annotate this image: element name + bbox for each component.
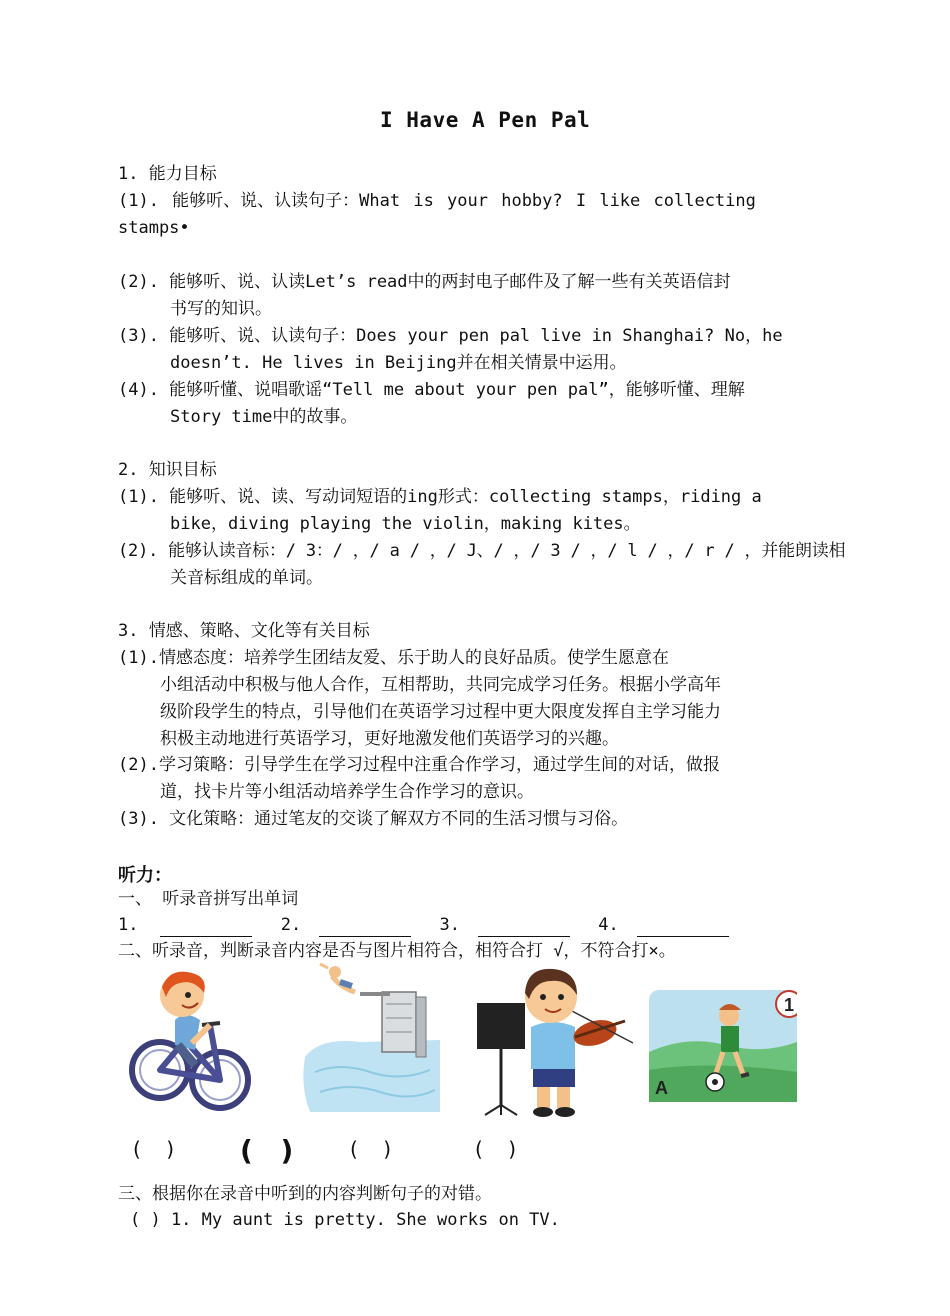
listening-heading: 听力： [118,865,172,886]
picture-4-badge: 1 [784,995,795,1015]
part-3-instruction: 三、根据你在录音中听到的内容判断句子的对错。 [118,1184,492,1204]
section-2-item-2-cont: 关音标组成的单词。 [170,568,323,588]
section-3-item-1-cont-2: 级阶段学生的特点，引导他们在英语学习过程中更大限度发挥自主学习能力 [160,702,721,722]
section-3-item-1-cont-1: 小组活动中积极与他人合作，互相帮助，共同完成学习任务。根据小学高年 [160,675,721,695]
section-1-item-1-cont: stamps• [118,218,190,238]
part-1-instruction: 一、 听录音拼写出单词 [118,889,299,909]
answer-paren-2[interactable]: ( ) [240,1134,294,1167]
section-3-item-1-cont-3: 积极主动地进行英语学习，更好地激发他们英语学习的兴趣。 [160,729,619,749]
football-picture [649,990,797,1102]
part-3-sentence-1: ( ) 1. My aunt is pretty. She works on TV. [130,1210,560,1230]
section-1-item-4: (4). 能够听懂、说唱歌谣“Tell me about your pen pal”，能够听懂、理解 [118,380,745,400]
page-title: I Have A Pen Pal [380,108,591,132]
blank-4-label: 4. [598,915,619,935]
answer-paren-4[interactable]: ( ) [475,1137,517,1161]
answer-paren-1[interactable]: ( ) [133,1137,175,1161]
blank-2[interactable] [319,918,411,937]
section-3-item-2-cont: 道，找卡片等小组活动培养学生合作学习的意识。 [160,782,534,802]
section-3-item-1: (1).情感态度：培养学生团结友爱、乐于助人的良好品质。使学生愿意在 [118,648,669,668]
blank-3[interactable] [478,918,570,937]
blank-2-label: 2. [280,915,302,935]
blank-1-label: 1. [118,915,139,935]
violin-picture [475,965,635,1120]
section-3-item-2: (2).学习策略：引导学生在学习过程中注重合作学习，通过学生间的对话，做报 [118,755,720,775]
section-1-item-2: (2). 能够听、说、认读Let’s read中的两封电子邮件及了解一些有关英语信封 [118,272,731,292]
answer-paren-3[interactable]: ( ) [350,1137,392,1161]
section-1-item-3: (3). 能够听、说、认读句子：Does your pen pal live in Shanghai? No，he [118,326,783,346]
section-1-item-1: (1). 能够听、说、认读句子：What is your hobby? I like collecting [118,191,756,211]
section-1-item-2-cont: 书写的知识。 [170,299,272,319]
section-3-item-3: (3). 文化策略：通过笔友的交谈了解双方不同的生活习惯与习俗。 [118,809,629,829]
section-1-item-4-cont: Story time中的故事。 [170,407,358,427]
picture-4-letter: A [655,1078,668,1098]
section-1-item-3-cont: doesn’t. He lives in Beijing并在相关情景中运用。 [170,353,627,373]
diving-picture [300,962,445,1117]
blank-4[interactable] [637,918,729,937]
part-2-instruction: 二、听录音，判断录音内容是否与图片相符合，相符合打 √，不符合打×。 [118,941,676,961]
blank-3-label: 3. [439,915,460,935]
blank-1[interactable] [160,918,252,937]
section-1-heading: 1. 能力目标 [118,164,217,184]
section-2-heading: 2. 知识目标 [118,460,217,480]
bike-rider-picture [120,965,260,1115]
section-2-item-1: (1). 能够听、说、读、写动词短语的ing形式：collecting stamps，riding a [118,487,762,507]
section-2-item-2: (2). 能够认读音标：/ 3：/ ，/ a / ，/ J、/ ，/ 3 / ，/ l / ，/ r / ，并能朗读相 [118,541,846,561]
section-3-heading: 3. 情感、策略、文化等有关目标 [118,621,370,641]
blank-row [118,913,729,937]
section-2-item-1-cont: bike，diving playing the violin，making kites。 [170,514,641,534]
